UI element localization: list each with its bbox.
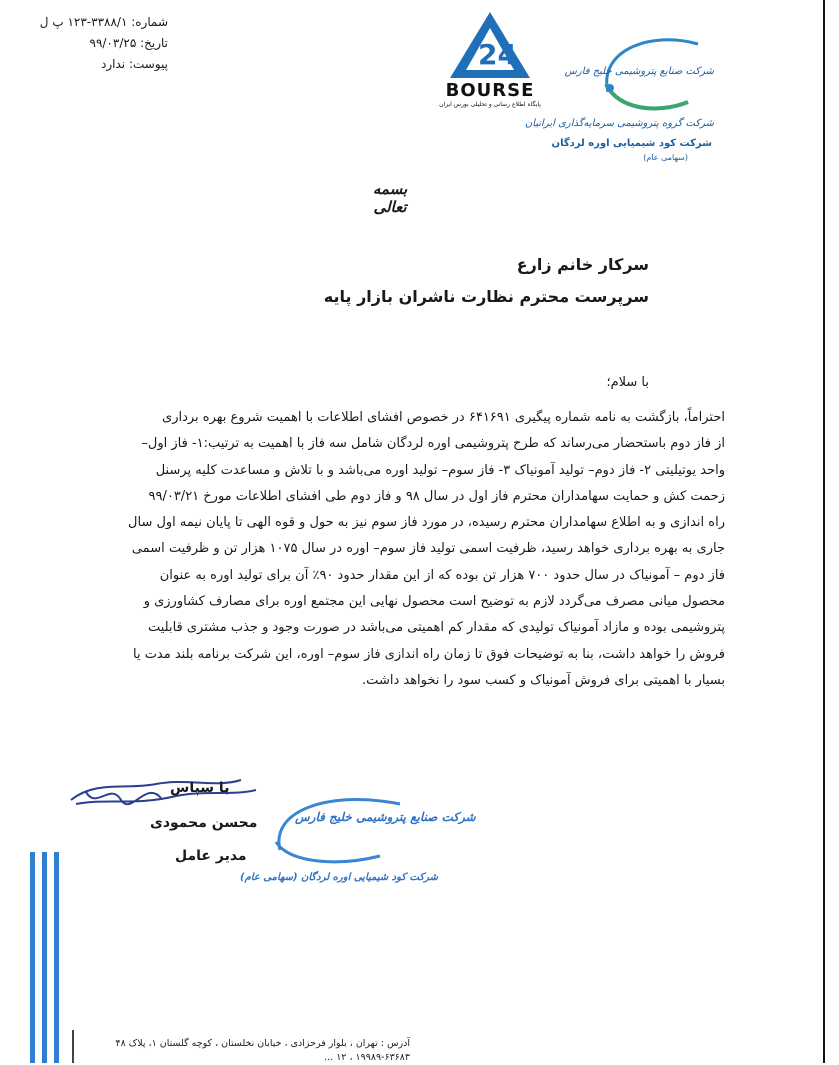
body-line: فاز دوم – آمونیاک در سال حدود ۷۰۰ هزار تن بوده که از این مقدار حدود ۹۰٪ آن برای تولید اوره به عنوان — [159, 567, 725, 583]
basmala: بسمه تعالی — [372, 180, 408, 216]
bourse-logo — [432, 6, 548, 118]
svg-text:24: 24 — [478, 38, 517, 71]
body-line: راه اندازی و به اطلاع سهامداران محترم رسیده، در مورد فاز سوم نیز به حول و قوه الهی تا پایان نیمه اول سال — [128, 515, 725, 531]
address-divider — [72, 1030, 74, 1063]
letter-date: تاریخ: ۹۹/۰۳/۲۵ — [89, 36, 168, 50]
company-logo-line4: (سهامی عام) — [643, 153, 688, 162]
address-line: آدرس : تهران ، بلوار فرحزادی ، خیابان نخلستان ، کوچه گلستان ۱، پلاک ۴۸ — [115, 1038, 410, 1049]
company-logo-line2: شرکت گروه پتروشیمی سرمایه‌گذاری ایرانیان — [524, 118, 714, 129]
stamp-line1: شرکت صنایع پتروشیمی خلیج فارس — [295, 810, 476, 824]
letter-metadata — [18, 12, 168, 75]
body-line: احتراماً، بازگشت به نامه شماره پیگیری ۶۴۱۶۹۱ در خصوص افشای اطلاعات با اهمیت شروع بهره برداری — [162, 410, 725, 425]
bourse-wordmark: BOURSE — [445, 80, 535, 101]
body-line: محصول میانی مصرف می‌گردد لازم به توضیح است محصول نهایی این مجتمع اوره برای مصارف کشاورزی و — [143, 594, 725, 610]
decorative-bars — [30, 852, 70, 1063]
letter-attachment: پیوست: ندارد — [101, 57, 168, 71]
body-line: زحمت کش و حمایت سهامداران محترم فاز اول در سال ۹۸ و فاز دوم طی افشای اطلاعات مورخ ۹۹/۰۳/۲۱ — [148, 488, 725, 504]
letter-number: شماره: ۳۳۸۸/۱-۱۲۳ پ ل — [39, 15, 168, 29]
company-logo-line1: شرکت صنایع پتروشیمی خلیج فارس — [564, 66, 714, 77]
company-logo-line3: شرکت کود شیمیایی اوره لردگان — [551, 138, 712, 149]
body-line: بسیار با اهمیتی برای فروش آمونیاک و کسب سود را نخواهد داشت. — [362, 672, 725, 688]
handwritten-signature — [66, 770, 266, 850]
body-line: از فاز دوم باستحضار می‌رساند که طرح پتروشیمی اوره لردگان شامل سه فاز با اهمیت به ترتیب:۱- فاز اول– — [141, 436, 725, 452]
signature-closing: با سپاس — [170, 780, 230, 796]
recipient-title: سرپرست محترم نظارت ناشران بازار پایه — [323, 287, 649, 306]
body-line: فروش را خواهد داشت، بنا به توضیحات فوق تا زمان راه اندازی فاز سوم– اوره، این شرکت برنامه بلند مدت یا — [132, 646, 725, 662]
greeting: با سلام؛ — [606, 375, 649, 390]
company-swoosh-icon — [588, 22, 718, 172]
bourse-triangle-icon — [432, 6, 548, 86]
bourse-subtitle: پایگاه اطلاع رسانی و تحلیلی بورس ایران — [439, 101, 541, 108]
signatory-name: محسن محمودی — [150, 815, 258, 831]
company-stamp — [240, 780, 476, 900]
body-line: پتروشیمی بوده و مازاد آمونیاک تولیدی که مقدار کم اهمیتی می‌باشد در صورت وجود و جذب مشتری قابلیت — [147, 620, 725, 636]
body-line: جاری به بهره برداری خواهد رسید، ظرفیت اسمی تولید فاز سوم– اوره در سال ۱۰۷۵ هزار تن و ظرفیت اسمی — [131, 541, 725, 557]
footer-address — [80, 1037, 410, 1065]
recipient-name: سرکار خانم زارع — [516, 255, 649, 274]
company-logo — [524, 22, 718, 172]
stamp-line2: شرکت کود شیمیایی اوره لردگان (سهامی عام) — [240, 872, 439, 883]
body-line: واحد یوتیلیتی ۲- فاز دوم– تولید آمونیاک ۳- فاز سوم– تولید اوره می‌باشد و با تلاش و مساعدت کلیه پرسنل — [155, 462, 725, 478]
address-line: ۱۹۹۸۹-۶۳۶۸۳ ، ۱۲ ... — [324, 1052, 410, 1063]
letter-body — [100, 405, 725, 694]
signatory-title: مدیر عامل — [175, 848, 247, 864]
